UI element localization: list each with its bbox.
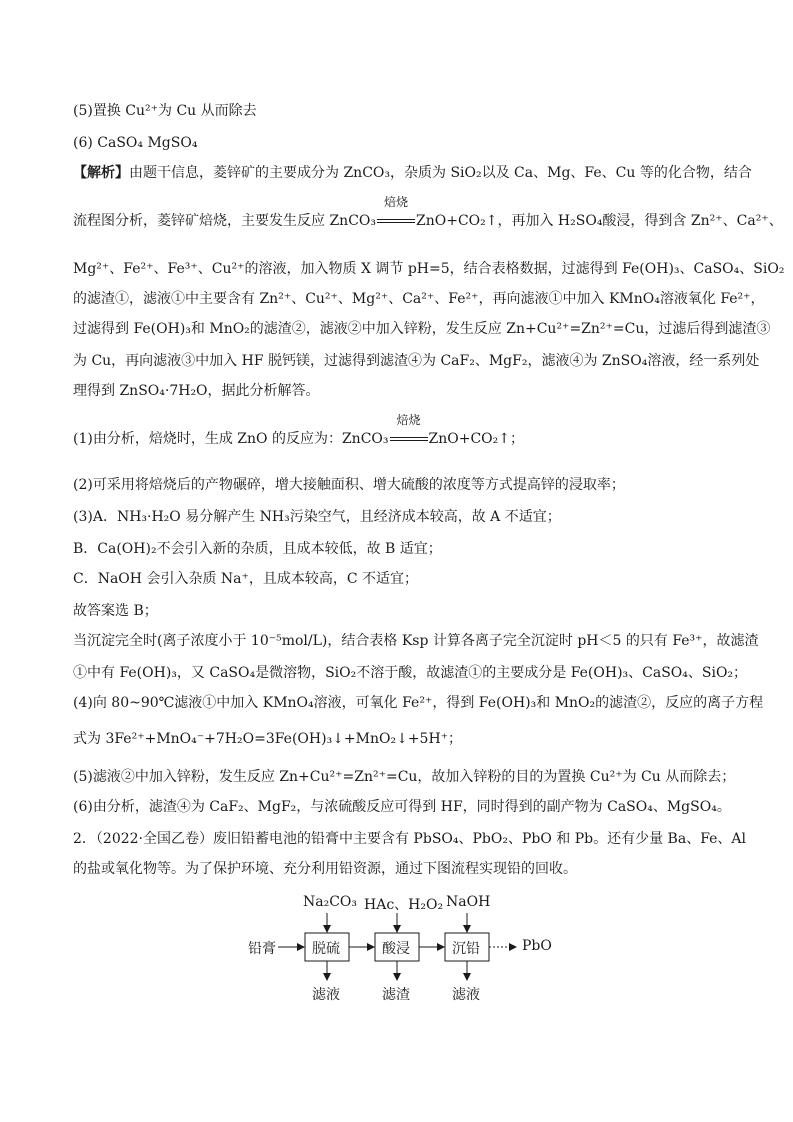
roast-label-2: 焙烧 (396, 413, 421, 427)
analysis-line-16: (4)向 80~90℃滤液①中加入 KMnO₄溶液，可氧化 Fe²⁺，得到 Fe(OH)₃和 MnO₂的滤渣②，反应的离子方程 (73, 695, 764, 711)
step3-label: 沉铅 (452, 941, 480, 957)
analysis-line-12: C．NaOH 会引入杂质 Na⁺，且成本较高，C 不适宜； (73, 571, 419, 587)
analysis-line-13: 故答案选 B； (73, 603, 158, 619)
out2-label: 滤渣 (382, 987, 410, 1003)
analysis-line-5: 过滤得到 Fe(OH)₃和 MnO₂的滤渣②，滤液②中加入锌粉，发生反应 Zn+Cu²⁺=Zn²⁺=Cu，过滤后得到滤渣③ (73, 321, 771, 337)
analysis-line-8 (73, 413, 524, 448)
out3-label: 滤液 (452, 987, 480, 1003)
input-label: 铅膏 (248, 941, 276, 957)
reagent3-label: NaOH (446, 894, 491, 910)
analysis-line-2 (73, 195, 783, 230)
output-label: PbO (522, 938, 552, 954)
analysis-tag: 【解析】 (73, 165, 129, 181)
equation-double-bar (377, 219, 415, 223)
answer-6: (6) CaSO₄ MgSO₄ (73, 135, 198, 151)
roast-condition (376, 195, 416, 230)
step1-label: 脱硫 (312, 941, 340, 957)
analysis-line-6: 为 Cu，再向滤液③中加入 HF 脱钙镁，过滤得到滤渣④为 CaF₂、MgF₂，滤液④为 ZnSO₄溶液，经一系列处 (73, 353, 760, 369)
answer-5: (5)置换 Cu²⁺为 Cu 从而除去 (73, 103, 257, 119)
analysis-text-8a: (1)由分析，焙烧时，生成 ZnO 的反应为：ZnCO₃ (73, 431, 389, 447)
step2-label: 酸浸 (382, 941, 410, 957)
out1-label: 滤液 (312, 987, 340, 1003)
analysis-line-9: (2)可采用将焙烧后的产物碾碎，增大接触面积、增大硫酸的浓度等方式提高锌的浸取率； (73, 477, 625, 493)
analysis-line-7: 理得到 ZnSO₄·7H₂O，据此分析解答。 (73, 383, 320, 399)
process-flow-diagram (230, 888, 570, 1008)
analysis-line-3: Mg²⁺、Fe²⁺、Fe³⁺、Cu²⁺的溶液，加入物质 X 调节 pH=5，结合表格数据，过滤得到 Fe(OH)₃、CaSO₄、SiO₂ (73, 261, 785, 277)
analysis-text-1: 由题干信息，菱锌矿的主要成分为 ZnCO₃，杂质为 SiO₂以及 Ca、Mg、Fe、Cu 等的化合物，结合 (129, 165, 752, 181)
analysis-line-19: (6)由分析，滤渣④为 CaF₂、MgF₂，与浓硫酸反应可得到 HF，同时得到的副产物为 CaSO₄、MgSO₄。 (73, 799, 731, 815)
analysis-line-14: 当沉淀完全时(离子浓度小于 10⁻⁵mol/L)，结合表格 Ksp 计算各离子完全沉淀时 pH＜5 的只有 Fe³⁺，故滤渣 (73, 633, 759, 649)
reagent2-label: HAc、H₂O₂ (364, 897, 444, 913)
question-2-line-2: 的盐或氧化物等。为了保护环境、充分利用铅资源，通过下图流程实现铅的回收。 (73, 861, 577, 877)
equation-double-bar-2 (390, 437, 428, 441)
analysis-line-10: (3)A．NH₃·H₂O 易分解产生 NH₃污染空气，且经济成本较高，故 A 不适宜； (73, 509, 561, 525)
analysis-line-4: 的滤渣①，滤液①中主要含有 Zn²⁺、Cu²⁺、Mg²⁺、Ca²⁺、Fe²⁺，再向滤液①中加入 KMnO₄溶液氧化 Fe²⁺， (73, 291, 765, 307)
analysis-text-2b: ZnO+CO₂↑，再加入 H₂SO₄酸浸，得到含 Zn²⁺、Ca²⁺、 (416, 213, 783, 229)
reagent1-label: Na₂CO₃ (303, 894, 358, 910)
roast-condition-2 (389, 413, 429, 448)
analysis-text-8b: ZnO+CO₂↑； (428, 431, 524, 447)
roast-label: 焙烧 (383, 195, 409, 209)
analysis-line-11: B．Ca(OH)₂不会引入新的杂质，且成本较低，故 B 适宜； (73, 541, 442, 557)
question-2-line-1: 2．（2022·全国乙卷）废旧铅蓄电池的铅膏中主要含有 PbSO₄、PbO₂、PbO 和 Pb。还有少量 Ba、Fe、Al (73, 831, 747, 847)
analysis-line-18: (5)滤液②中加入锌粉，发生反应 Zn+Cu²⁺=Zn²⁺=Cu，故加入锌粉的目的为置换 Cu²⁺为 Cu 从而除去； (73, 769, 736, 785)
analysis-line-1 (73, 164, 752, 182)
analysis-line-17: 式为 3Fe²⁺+MnO₄⁻+7H₂O=3Fe(OH)₃↓+MnO₂↓+5H⁺； (73, 731, 463, 747)
analysis-line-15: ①中有 Fe(OH)₃，又 CaSO₄是微溶物，SiO₂不溶于酸，故滤渣①的主要成分是 Fe(OH)₃、CaSO₄、SiO₂； (73, 665, 748, 681)
analysis-text-2a: 流程图分析，菱锌矿焙烧，主要发生反应 ZnCO₃ (73, 213, 376, 229)
